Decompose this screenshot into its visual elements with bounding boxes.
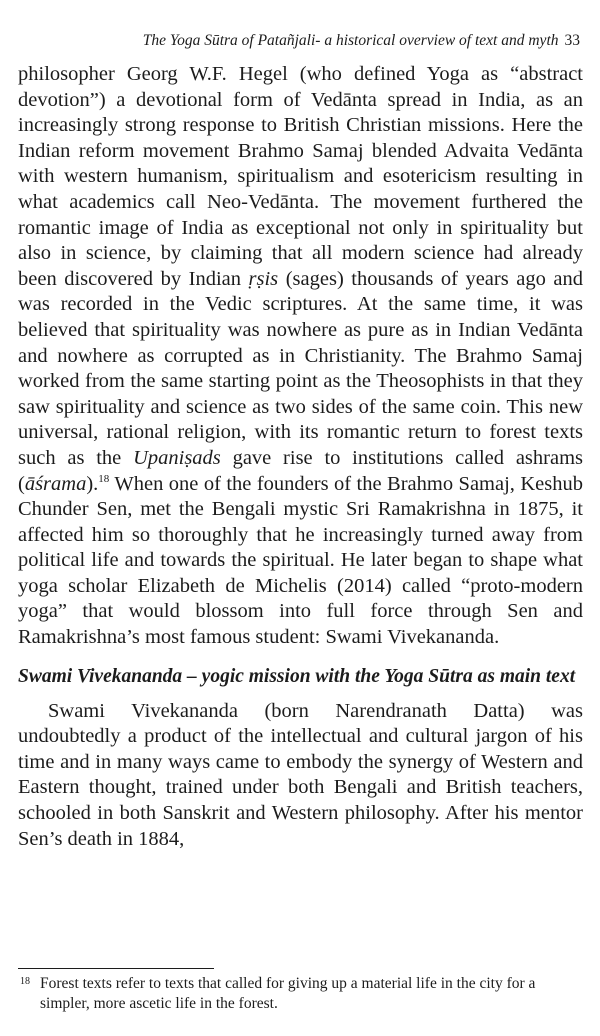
footnote <box>18 974 583 1013</box>
term-rsis: ṛṣis <box>248 267 279 290</box>
footnote-reference: 18 <box>98 472 110 485</box>
section-heading: Swami Vivekananda – yogic mission with the Yoga Sūtra as main text <box>18 665 576 687</box>
text-run: gave rise to institutions called ashrams ( <box>18 446 583 495</box>
page-number: 33 <box>564 32 580 49</box>
term-upanisads: Upaniṣads <box>133 446 221 469</box>
text-run: When one of the founders of the Brahmo Samaj, Keshub Chunder Sen, met the Bengali mystic Sri Ramakrishna in 1875, it affected him so thoroughly that he increasingly turned away from political life and towards the spiritual. He later began to shape what yoga scholar Elizabeth de Michelis (2014) called “proto-modern yoga” that would blossom into full force through Sen and Ramakrishna’s most famous student: Swami Vivekananda. <box>18 472 583 649</box>
running-title: The Yoga Sūtra of Patañjali- a historical overview of text and myth <box>142 32 559 49</box>
text-run: ). <box>86 472 99 495</box>
text-run: (sages) thousands of years ago and was recorded in the Vedic scriptures. At the same time, it was believed that spirituality was nowhere as pure as in Indian Vedānta and nowhere as corrupted as in Christianity. The Brahmo Samaj worked from the same starting point as the Theosophists in that they saw spirituality and science as two sides of the same coin. This new universal, rational religion, with its romantic return to forest texts such as the <box>18 267 583 469</box>
running-header <box>108 32 580 50</box>
text-run: philosopher Georg W.F. Hegel (who defined Yoga as “abstract devotion”) a devotional form of Vedānta spread in India, as an increasingly strong response to British Christian missions. Here the Indian reform movement Brahmo Samaj blended Advaita Vedānta with western humanism, spiritualism and esotericism resulting in what academics call Neo-Vedānta. The movement furthered the romantic image of India as exceptional not only in spirituality but also in science, by claiming that all modern science had already been discovered by Indian <box>18 63 583 290</box>
main-text <box>18 62 583 852</box>
term-asrama: āśrama <box>24 472 87 495</box>
paragraph-continued <box>18 62 583 651</box>
footnote-text: Forest texts refer to texts that called for giving up a material life in the city for a simpler, more ascetic life in the forest. <box>40 975 536 1012</box>
footnote-number: 18 <box>20 976 30 987</box>
footnote-divider <box>18 968 214 969</box>
paragraph-vivekananda: Swami Vivekananda (born Narendranath Datta) was undoubtedly a product of the intellectual and cultural jargon of his time and in many ways came to embody the synergy of Western and Eastern thought, trained under both Bengali and British teachers, schooled in both Sanskrit and Western philosophy. After his mentor Sen’s death in 1884, <box>18 699 583 850</box>
